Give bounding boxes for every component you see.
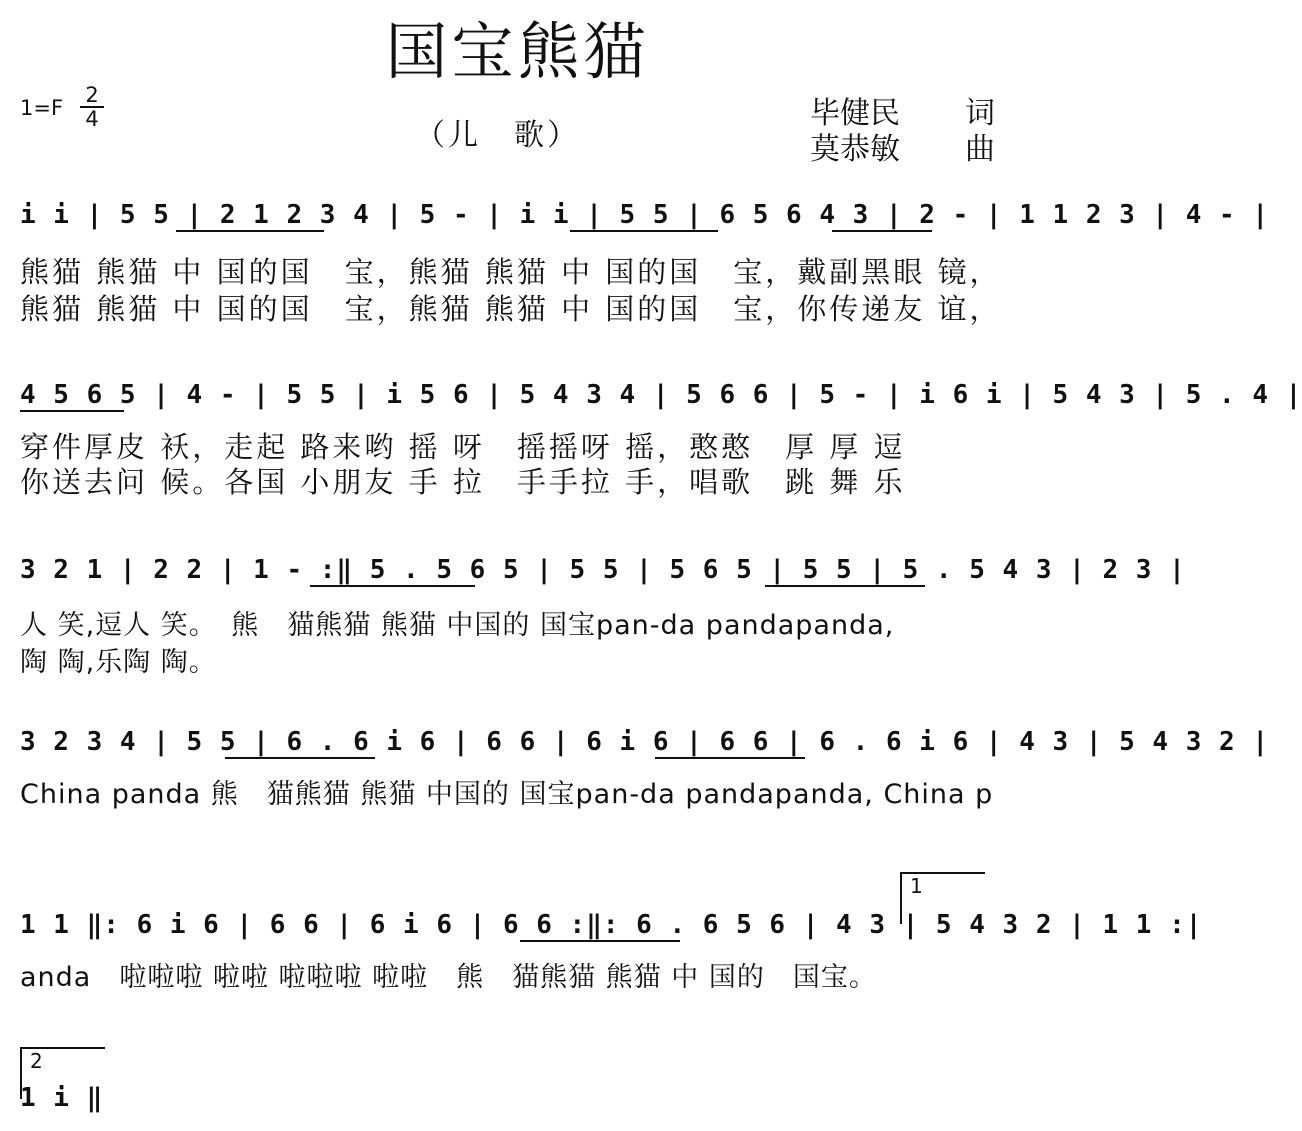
time-signature-bottom: 4 — [85, 107, 99, 131]
score-row-1-notes: i i | 5 5 | 2 1 2 3 4 | 5 - | i i | 5 5 | 6 5 6 4 3 | 2 - | 1 1 2 3 | 4 - | — [20, 200, 1269, 230]
score-row-5-lyric: anda 啦啦啦 啦啦 啦啦啦 啦啦 熊 猫熊猫 熊猫 中 国的 国宝。 — [20, 962, 877, 993]
score-row-2-lyric-verse-1: 穿件厚皮 袄，走起 路来哟 摇 呀 摇摇呀 摇，憨憨 厚 厚 逗 — [20, 430, 906, 464]
time-signature-top: 2 — [80, 84, 104, 108]
lyricist-name: 毕健民 — [810, 96, 900, 131]
second-ending-label: 2 — [30, 1049, 43, 1073]
score-row-6-notes: 1 i ‖ — [20, 1083, 104, 1113]
time-signature — [80, 84, 104, 130]
song-title: 国宝熊猫 — [385, 15, 650, 88]
score-row-3-lyric-verse-1: 人 笑,逗人 笑。 熊 猫熊猫 熊猫 中国的 国宝pan-da pandapanda, — [20, 610, 895, 641]
first-ending-label: 1 — [910, 874, 923, 898]
key-signature: 1=F — [20, 96, 64, 120]
score-row-3-lyric-verse-2: 陶 陶,乐陶 陶。 — [20, 647, 217, 678]
beam-line — [20, 410, 124, 412]
score-row-4-lyric: China panda 熊 猫熊猫 熊猫 中国的 国宝pan-da pandapanda, China p — [20, 779, 994, 810]
beam-line — [655, 757, 805, 759]
score-row-4-notes: 3 2 3 4 | 5 5 | 6 . 6 i 6 | 6 6 | 6 i 6 | 6 6 | 6 . 6 i 6 | 4 3 | 5 4 3 2 | — [20, 727, 1269, 757]
beam-line — [570, 230, 718, 232]
score-row-5-notes: 1 1 ‖: 6 i 6 | 6 6 | 6 i 6 | 6 6 :‖: 6 . 6 5 6 | 4 3 | 5 4 3 2 | 1 1 :| — [20, 910, 1203, 940]
composer-name: 莫恭敏 — [810, 132, 900, 167]
score-row-1-lyric-verse-1: 熊猫 熊猫 中 国的国 宝，熊猫 熊猫 中 国的国 宝，戴副黑眼 镜， — [20, 255, 1002, 289]
beam-line — [765, 585, 925, 587]
beam-line — [310, 585, 475, 587]
beam-line — [225, 757, 375, 759]
score-row-2-notes: 4 5 6 5 | 4 - | 5 5 | i 5 6 | 5 4 3 4 | 5 6 6 | 5 - | i 6 i | 5 4 3 | 5 . 4 | — [20, 380, 1302, 410]
composer-role: 曲 — [965, 132, 995, 167]
beam-line — [520, 940, 680, 942]
score-row-2-lyric-verse-2: 你送去问 候。各国 小朋友 手 拉 手手拉 手，唱歌 跳 舞 乐 — [20, 465, 906, 499]
beam-line — [832, 230, 932, 232]
score-row-3-notes: 3 2 1 | 2 2 | 1 - :‖ 5 . 5 6 5 | 5 5 | 5 6 5 | 5 5 | 5 . 5 4 3 | 2 3 | — [20, 555, 1186, 585]
genre-label: （儿 歌） — [415, 118, 580, 153]
score-row-1-lyric-verse-2: 熊猫 熊猫 中 国的国 宝，熊猫 熊猫 中 国的国 宝，你传递友 谊， — [20, 292, 1002, 326]
beam-line — [176, 230, 324, 232]
lyricist-role: 词 — [965, 96, 995, 131]
